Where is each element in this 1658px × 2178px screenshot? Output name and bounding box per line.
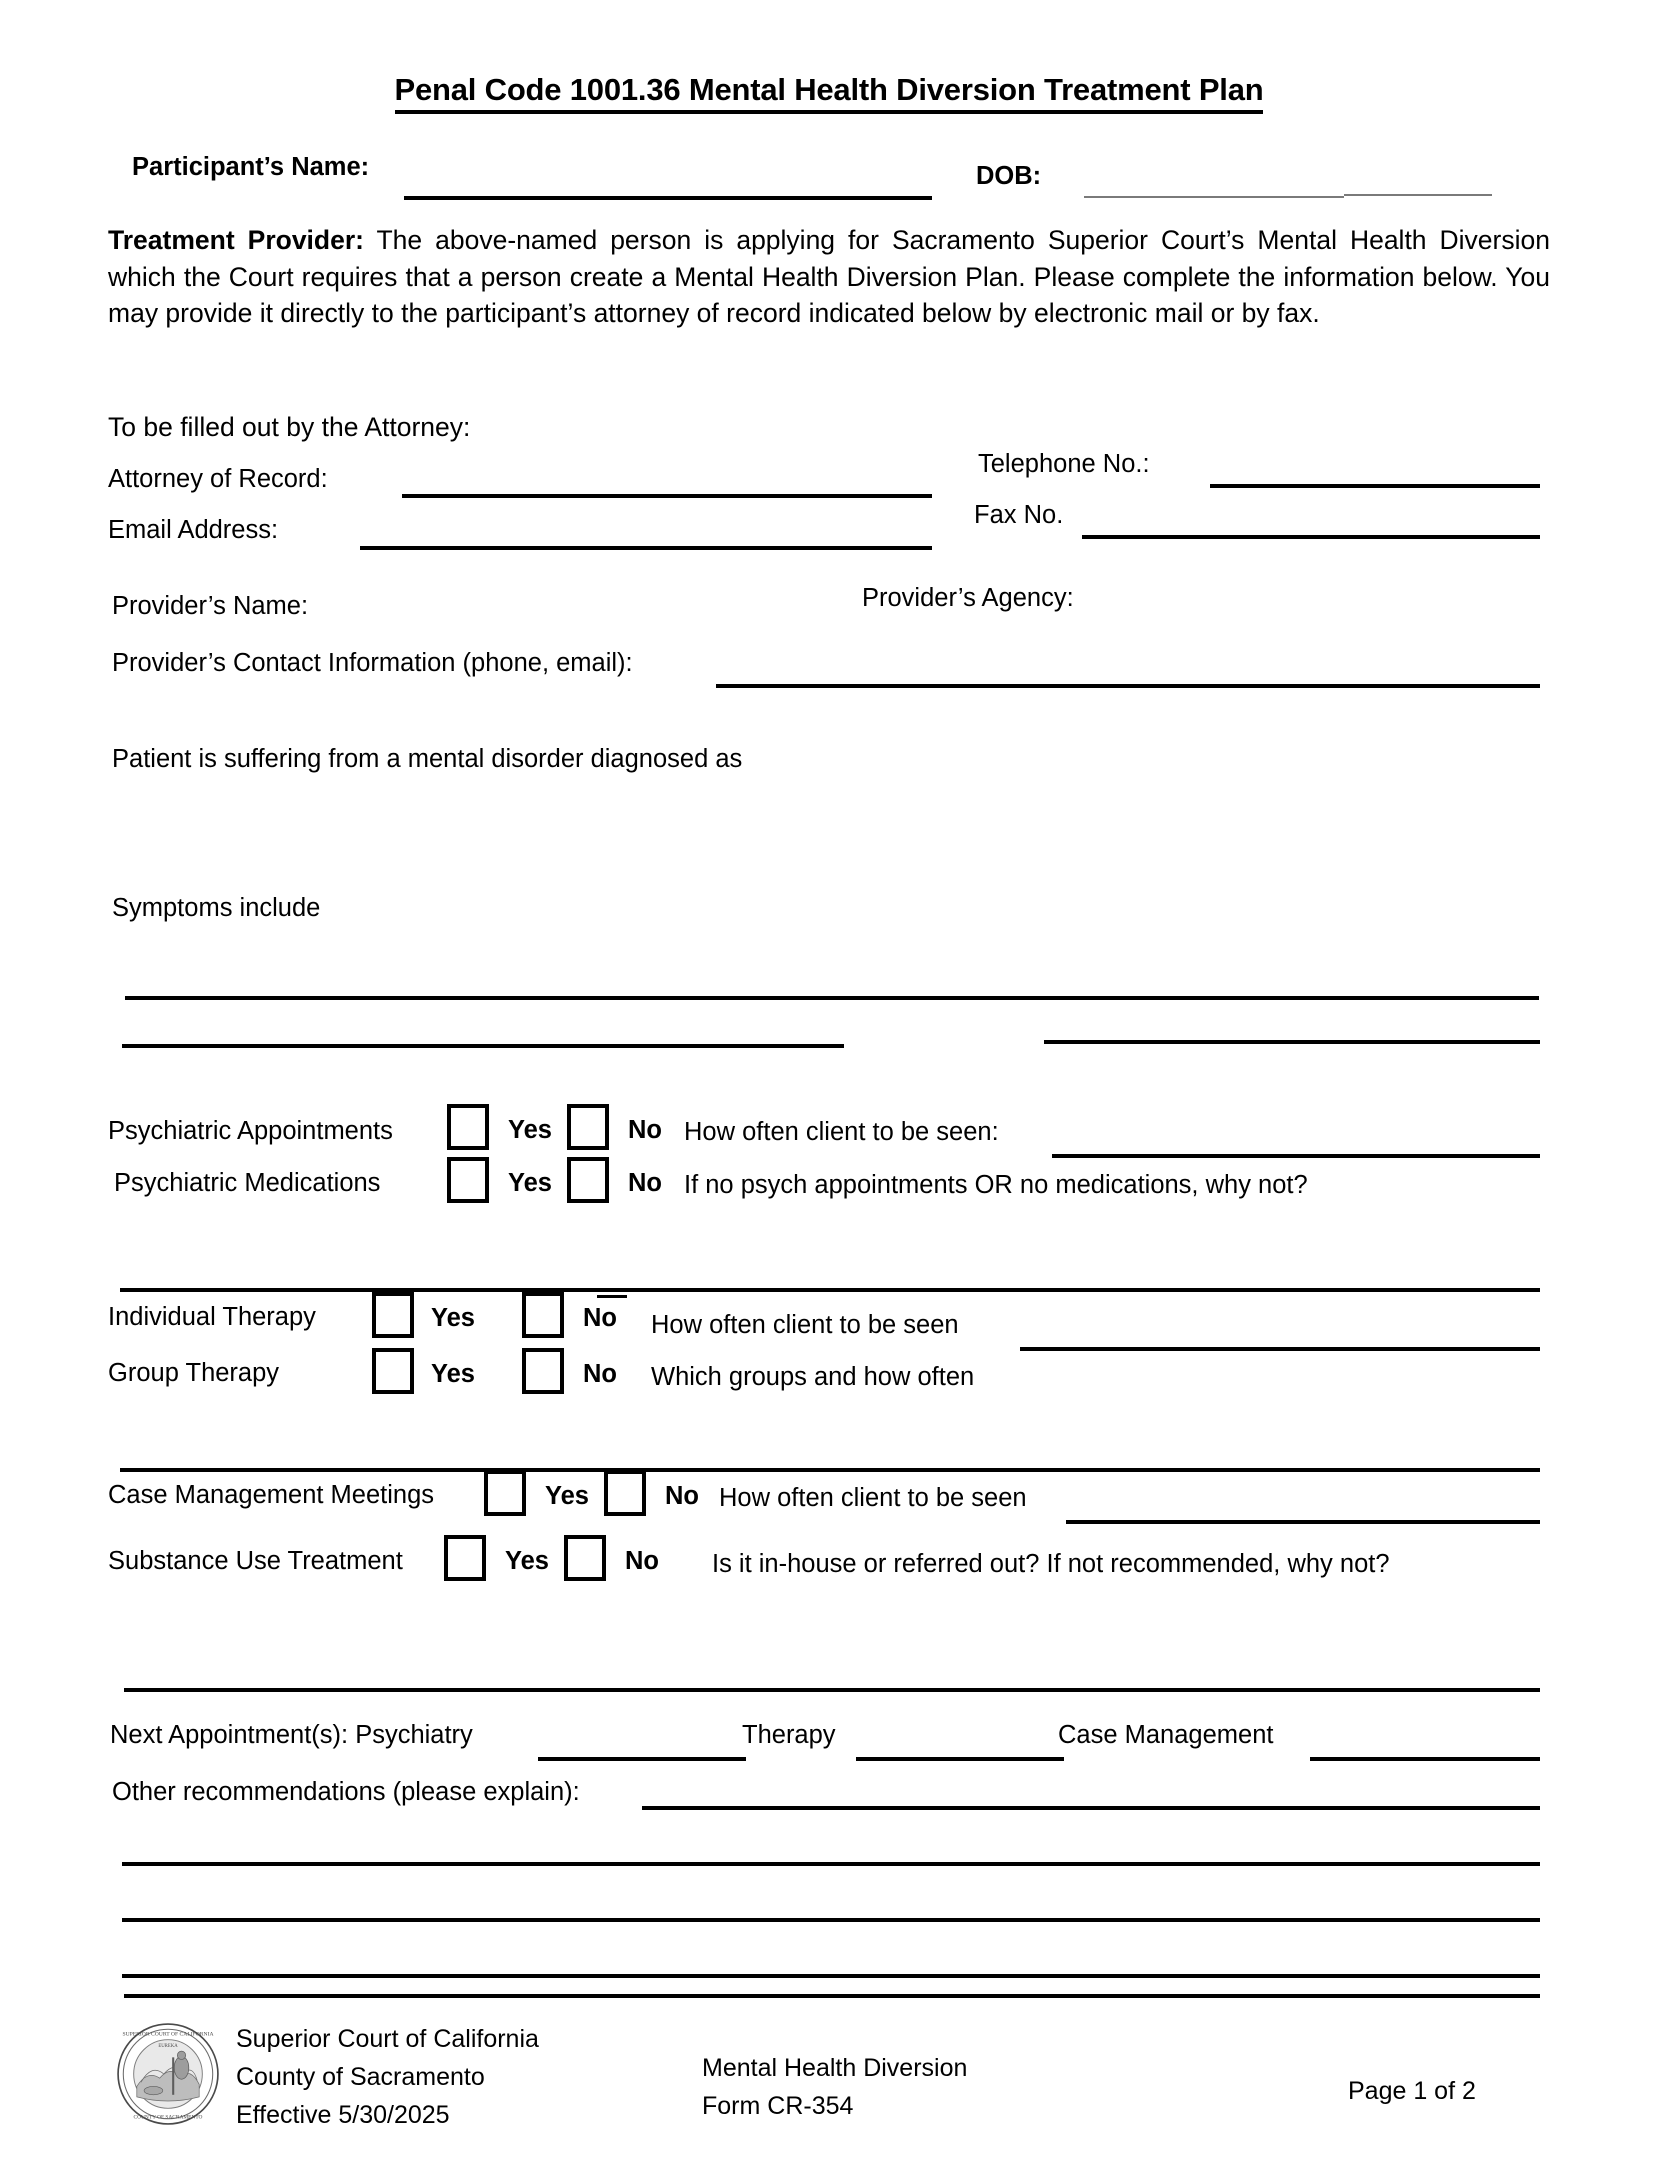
provider-name-label: Provider’s Name: <box>112 592 309 620</box>
case-management-yes-checkbox[interactable] <box>484 1470 526 1516</box>
group-therapy-no-checkbox[interactable] <box>522 1348 564 1394</box>
symptoms-label: Symptoms include <box>112 894 321 922</box>
group-therapy-yes-label: Yes <box>431 1360 475 1388</box>
treatment-provider-paragraph <box>108 222 1550 332</box>
treatment-provider-body-text: The above-named person is applying for Sacramento Superior Court’s Mental Health Diversion which the Court requires that a person create a Mental Health Diversion Plan. Please complete the information below. You may provide it directly to the participant’s attorney of record indicated below by electronic mail or by fax. <box>108 225 1550 329</box>
symptoms-input-line-1[interactable] <box>125 996 1539 1000</box>
next-appointment-therapy-label: Therapy <box>742 1721 836 1749</box>
other-recommendations-input-line-3[interactable] <box>122 1918 1540 1922</box>
individual-therapy-no-checkbox[interactable] <box>522 1292 564 1338</box>
provider-contact-label: Provider’s Contact Information (phone, email): <box>112 649 633 677</box>
psychiatric-appointments-question: How often client to be seen: <box>684 1118 999 1146</box>
individual-therapy-no-overline-artifact <box>597 1295 627 1298</box>
individual-therapy-yes-checkbox[interactable] <box>372 1292 414 1338</box>
substance-use-no-checkbox[interactable] <box>564 1535 606 1581</box>
psychiatric-appointments-input-line[interactable] <box>1052 1154 1540 1158</box>
psychiatric-medications-no-label: No <box>628 1169 662 1197</box>
svg-text:COUNTY OF SACRAMENTO: COUNTY OF SACRAMENTO <box>133 2114 203 2121</box>
footer-court-line-2: County of Sacramento <box>236 2063 485 2091</box>
appointments-section-divider-line[interactable] <box>124 1688 1540 1692</box>
case-management-question: How often client to be seen <box>719 1484 1027 1512</box>
participant-name-label: Participant’s Name: <box>132 153 370 181</box>
case-management-no-checkbox[interactable] <box>604 1470 646 1516</box>
page-title <box>0 72 1658 108</box>
next-appointment-case-management-input-line[interactable] <box>1310 1757 1540 1761</box>
symptoms-input-line-2a[interactable] <box>122 1044 844 1048</box>
attorney-of-record-label: Attorney of Record: <box>108 465 328 493</box>
group-therapy-question: Which groups and how often <box>651 1363 975 1391</box>
footer-page-number: Page 1 of 2 <box>1348 2077 1476 2105</box>
attorney-section-heading: To be filled out by the Attorney: <box>108 412 471 442</box>
page-title-text: Penal Code 1001.36 Mental Health Diversion Treatment Plan <box>395 72 1264 114</box>
psychiatric-medications-label: Psychiatric Medications <box>114 1169 381 1197</box>
fax-input-line[interactable] <box>1082 535 1540 539</box>
other-recommendations-input-line-2[interactable] <box>122 1862 1540 1866</box>
email-address-label: Email Address: <box>108 516 279 544</box>
footer-form-line-2: Form CR-354 <box>702 2092 854 2120</box>
svg-text:SUPERIOR COURT OF CALIFORNIA: SUPERIOR COURT OF CALIFORNIA <box>122 2031 214 2038</box>
psychiatric-appointments-no-label: No <box>628 1116 662 1144</box>
substance-use-yes-checkbox[interactable] <box>444 1535 486 1581</box>
dob-input-line-left[interactable] <box>1084 196 1344 198</box>
next-appointment-psychiatry-input-line[interactable] <box>538 1757 746 1761</box>
case-management-yes-label: Yes <box>545 1482 589 1510</box>
telephone-label: Telephone No.: <box>978 450 1150 478</box>
substance-use-treatment-label: Substance Use Treatment <box>108 1547 403 1575</box>
attorney-of-record-input-line[interactable] <box>402 494 932 498</box>
dob-label: DOB: <box>976 162 1042 190</box>
psychiatric-appointments-yes-checkbox[interactable] <box>447 1104 489 1150</box>
psychiatric-medications-yes-checkbox[interactable] <box>447 1157 489 1203</box>
individual-therapy-no-label: No <box>583 1304 617 1332</box>
other-recommendations-label: Other recommendations (please explain): <box>112 1778 580 1806</box>
diagnosis-label: Patient is suffering from a mental disorder diagnosed as <box>112 745 743 773</box>
substance-use-no-label: No <box>625 1547 659 1575</box>
provider-agency-label: Provider’s Agency: <box>862 584 1074 612</box>
telephone-input-line[interactable] <box>1210 484 1540 488</box>
court-seal-icon <box>116 2022 220 2126</box>
other-recommendations-input-line-4[interactable] <box>122 1974 1540 1978</box>
case-management-section-divider-line[interactable] <box>120 1468 1540 1472</box>
individual-therapy-label: Individual Therapy <box>108 1303 316 1331</box>
dob-input-line-right[interactable] <box>1344 194 1492 196</box>
next-appointment-case-management-label: Case Management <box>1058 1721 1274 1749</box>
footer-divider-line <box>124 1994 1540 1998</box>
psychiatric-appointments-no-checkbox[interactable] <box>567 1104 609 1150</box>
case-management-no-label: No <box>665 1482 699 1510</box>
footer-court-line-3: Effective 5/30/2025 <box>236 2101 450 2129</box>
group-therapy-yes-checkbox[interactable] <box>372 1348 414 1394</box>
email-address-input-line[interactable] <box>360 546 932 550</box>
individual-therapy-input-line[interactable] <box>1020 1347 1540 1351</box>
treatment-provider-lead-label: Treatment Provider: <box>108 225 364 255</box>
psychiatric-medications-question: If no psych appointments OR no medications, why not? <box>684 1171 1308 1199</box>
substance-use-question: Is it in-house or referred out? If not recommended, why not? <box>712 1550 1390 1578</box>
psychiatric-medications-no-checkbox[interactable] <box>567 1157 609 1203</box>
participant-name-input-line[interactable] <box>404 196 932 200</box>
next-appointments-label: Next Appointment(s): Psychiatry <box>110 1721 473 1749</box>
symptoms-input-line-2b[interactable] <box>1044 1040 1540 1044</box>
group-therapy-no-label: No <box>583 1360 617 1388</box>
fax-label: Fax No. <box>974 501 1064 529</box>
psychiatric-appointments-label: Psychiatric Appointments <box>108 1117 393 1145</box>
other-recommendations-input-line-1[interactable] <box>642 1806 1540 1810</box>
next-appointment-therapy-input-line[interactable] <box>856 1757 1064 1761</box>
psychiatric-medications-yes-label: Yes <box>508 1169 552 1197</box>
group-therapy-label: Group Therapy <box>108 1359 280 1387</box>
psychiatric-appointments-yes-label: Yes <box>508 1116 552 1144</box>
individual-therapy-question: How often client to be seen <box>651 1311 959 1339</box>
case-management-meetings-label: Case Management Meetings <box>108 1481 435 1509</box>
substance-use-yes-label: Yes <box>505 1547 549 1575</box>
case-management-input-line[interactable] <box>1066 1520 1540 1524</box>
svg-text:EUREKA: EUREKA <box>158 2043 178 2049</box>
footer-form-line-1: Mental Health Diversion <box>702 2054 968 2082</box>
provider-contact-input-line[interactable] <box>716 684 1540 688</box>
individual-therapy-yes-label: Yes <box>431 1304 475 1332</box>
footer-court-line-1: Superior Court of California <box>236 2025 539 2053</box>
therapy-section-divider-line[interactable] <box>120 1288 1540 1292</box>
